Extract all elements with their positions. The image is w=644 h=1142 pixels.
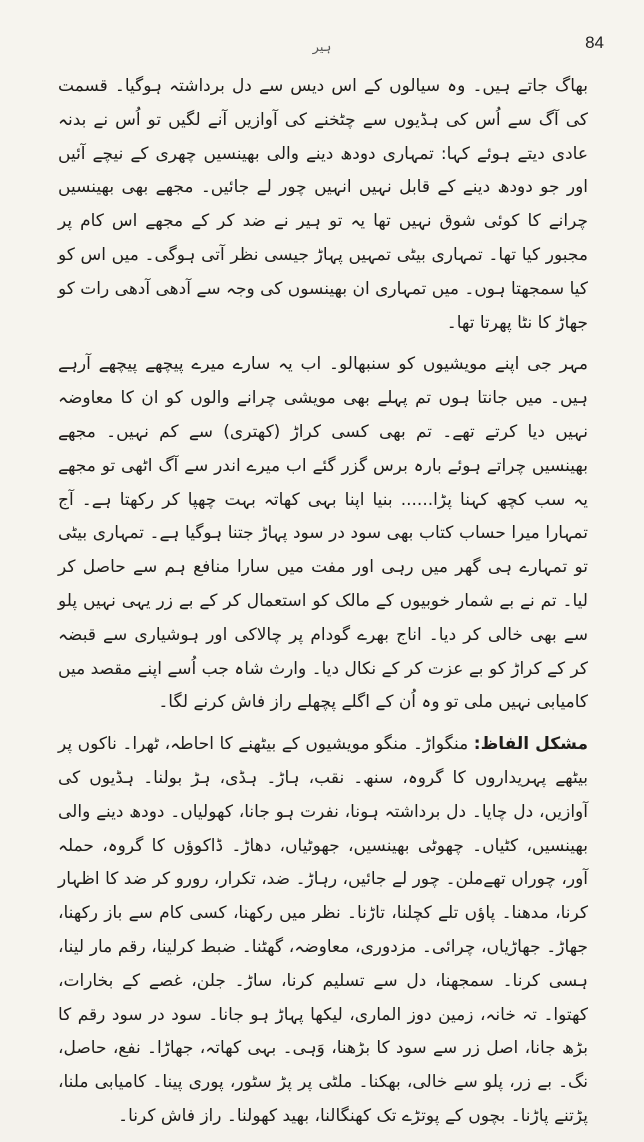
- running-header-title: ہیر: [312, 40, 332, 55]
- page-number: 84: [585, 33, 604, 52]
- glossary-text: منگواڑ۔ منگو مویشیوں کے بیٹھنے کا احاطہ، ٹھرا۔ ناکوں پر بیٹھے پہریداروں کا گروہ، سنھ۔ نقب، ہاڑ۔ ہڈی، ہڑ بولنا۔ ہڈیوں کی آوازیں، دل چایا۔ دل برداشتہ ہونا، نفرت ہو جانا، کھولیاں۔ دودھ دینے والی بھینسیں، کٹیاں۔ چھوٹی بھینسیں، جھوٹیاں، دھاڑ۔ ڈاکوؤں کا گروہ، حملہ آور، چوراں تھےملن۔ چور لے جائیں، رہاڑ۔ ضد، تکرار، رورو کر ضد کا اظہار کرنا، مدھنا۔ پاؤں تلے کچلنا، تاڑنا۔ نظر میں رکھنا، کسی کام سے باز رکھنا، جھاڑ۔ جھاڑیاں، چرائی۔ مزدوری، معاوضہ، گھٹنا۔ ضبط کرلینا، رقم مار لینا، ہسی کرنا۔ سمجھنا، دل سے تسلیم کرنا، ساڑ۔ جلن، غصے کے بخارات، کھتوا۔ تہ خانہ، زمین دوز الماری، لیکھا پہاڑ ہو جانا۔ سود در سود رقم کا بڑھ جانا، اصل زر سے سود کا بڑھنا، وَہی۔ بہی کھاتہ، جھاڑا۔ نفع، حاصل، نگ۔ بے زر، پلو سے خالی، بھکنا۔ ملٹی پر پڑ سٹور، پوری پینا۔ کامیابی ملنا، پڑتنے پاڑنا۔ بچوں کے پوتڑے تک کھنگالنا، بھید کھولنا۔ راز فاش کرنا۔: [58, 734, 588, 1126]
- paragraph-2: مہر جی اپنے مویشیوں کو سنبھالو۔ اب یہ سارے میرے پیچھے پیچھے آرہے ہیں۔ میں جانتا ہوں تم پہلے بھی مویشی چرانے والوں کو ان کا معاوضہ نہیں دیا کرتے تھے۔ تم بھی کسی کراڑ (کھتری) سے کم نہیں۔ مجھے بھینسیں چراتے ہوئے بارہ برس گزر گئے اب میرے اندر سے آگ اٹھی تو مجھے یہ سب کچھ کہنا پڑا...... بنیا اپنا بہی کھاتہ بہت چھپا کر رکھتا ہے۔ آج تمہارا میرا حساب کتاب بھی سود در سود پہاڑ جتنا ہوگیا ہے۔ تمہاری بیٹی تو تمہارے ہی گھر میں رہی اور مفت میں سارا منافع ہم سے حاصل کر لیا۔ تم نے بے شمار خوبیوں کے مالک کو استعمال کر کے بے زر یہی نہیں پلو سے بھی خالی کر دیا۔ اناج بھرے گودام پر چالاکی اور ہوشیاری سے قبضہ کر کے کراڑ کو بے عزت کر کے نکال دیا۔ وارث شاہ جب اُسے اپنے مقصد میں کامیابی نہیں ملی تو وہ اُن کے اگلے پچھلے راز فاش کرنے لگا۔: [58, 354, 588, 713]
- glossary-heading: مشکل الفاظ:: [473, 734, 589, 755]
- glossary-section: [58, 728, 588, 1134]
- page-body: [58, 70, 588, 1142]
- paragraph-1: بھاگ جاتے ہیں۔ وہ سیالوں کے اس دیس سے دل برداشتہ ہوگیا۔ قسمت کی آگ سے اُس کی ہڈیوں سے چٹخنے کی آوازیں آنے لگیں تو اُس نے بدنہ عادی دیتے ہوئے کہا: تمہاری دودھ دینے والی بھینسیں چھری کے نیچے آئیں اور جو دودھ دینے کے قابل نہیں انہیں چور لے جائیں۔ مجھے بھی بھینسیں چرانے کا کوئی شوق نہیں تھا یہ تو ہیر نے ضد کر کے مجھے اس کام پر مجبور کیا تھا۔ تمہاری بیٹی تمہیں پہاڑ جیسی نظر آتی ہوگی۔ میں اس کو کیا سمجھتا ہوں۔ میں تمہاری ان بھینسوں کی وجہ سے آدھی آدھی رات کو جھاڑ کا نٹا پھرتا تھا۔: [58, 76, 588, 333]
